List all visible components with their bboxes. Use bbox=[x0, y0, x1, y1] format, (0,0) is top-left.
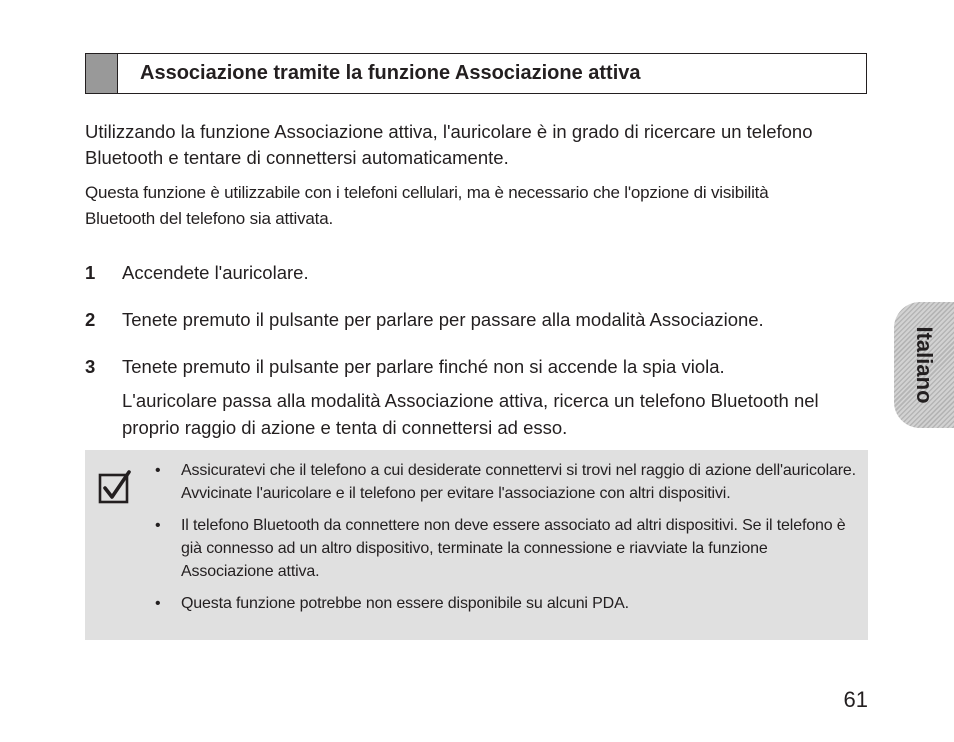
step-body bbox=[122, 353, 882, 441]
bullet: • bbox=[155, 462, 161, 479]
step-number: 2 bbox=[85, 309, 96, 330]
step-number: 3 bbox=[85, 356, 96, 377]
note-item bbox=[155, 459, 860, 505]
note-text: Il telefono Bluetooth da connettere non deve essere associato ad altri dispositivi. Se il telefono è già connesso ad un altro dispositivo, terminate la connessione e riavviate la funzione Associazione attiva. bbox=[181, 517, 846, 580]
bullet: • bbox=[155, 595, 161, 612]
page-number: 61 bbox=[843, 687, 868, 712]
section-title: Associazione tramite la funzione Associazione attiva bbox=[140, 62, 641, 84]
compatibility-paragraph: Questa funzione è utilizzabile con i telefoni cellulari, ma è necessario che l'opzione di visibilità Bluetooth del telefono sia attivata. bbox=[85, 183, 769, 228]
note-text: Questa funzione potrebbe non essere disponibile su alcuni PDA. bbox=[181, 595, 629, 612]
note-text: Assicuratevi che il telefono a cui desiderate connettervi si trovi nel raggio di azione dell'auricolare. Avvicinate l'auricolare e il telefono per evitare l'associazione con altri dispositivi. bbox=[181, 462, 856, 502]
note-item bbox=[155, 514, 860, 583]
bullet: • bbox=[155, 517, 161, 534]
step-text: Tenete premuto il pulsante per parlare per passare alla modalità Associazione. bbox=[122, 309, 764, 330]
intro-paragraph: Utilizzando la funzione Associazione attiva, l'auricolare è in grado di ricercare un telefono Bluetooth e tentare di connettersi automaticamente. bbox=[85, 121, 813, 168]
step-detail: L'auricolare passa alla modalità Associazione attiva, ricerca un telefono Bluetooth nel proprio raggio di azione e tenta di connettersi ad esso. bbox=[122, 390, 819, 438]
note-list bbox=[155, 459, 860, 624]
section-heading bbox=[85, 53, 867, 94]
language-label: Italiano bbox=[912, 326, 937, 404]
note-item bbox=[155, 592, 860, 615]
language-tab bbox=[894, 302, 954, 428]
step-text: Accendete l'auricolare. bbox=[122, 262, 309, 283]
checkbox-check-icon bbox=[98, 469, 134, 505]
note-box bbox=[85, 450, 868, 640]
step-number: 1 bbox=[85, 262, 96, 283]
step-text: Tenete premuto il pulsante per parlare finché non si accende la spia viola. bbox=[122, 356, 725, 377]
heading-color-swatch bbox=[86, 54, 118, 93]
